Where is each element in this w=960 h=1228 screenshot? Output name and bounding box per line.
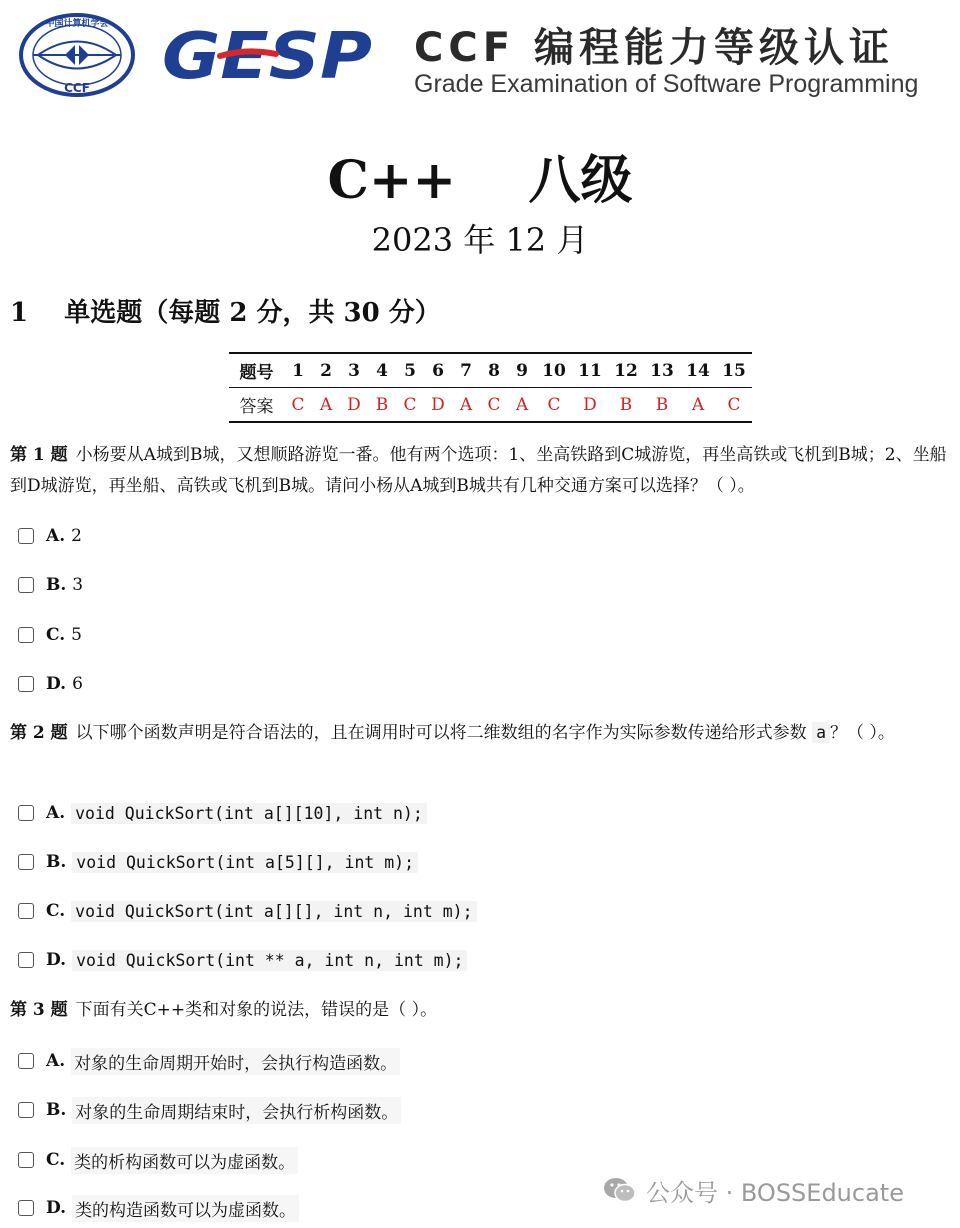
- table-cell-answer: C: [284, 388, 312, 423]
- table-cell-number: 2: [312, 353, 340, 388]
- option-text: 6: [72, 674, 83, 694]
- checkbox[interactable]: [18, 805, 34, 821]
- question-number: 第 2 题: [10, 723, 68, 743]
- table-cell-number: 13: [644, 353, 680, 388]
- option-code: void QuickSort(int a[][10], int n);: [71, 803, 427, 824]
- question-text: 小杨要从A城到B城，又想顺路游览一番。他有两个选项：1、坐高铁路到C城游览，再坐高铁或飞机到B城；2、坐船到D城游览，再坐船、高铁或飞机到B城。请问小杨从A城到B城共有几种交通方案可以选择？（ ）。: [10, 445, 947, 496]
- table-cell-number: 10: [536, 353, 572, 388]
- option-text: 5: [71, 625, 82, 645]
- checkbox[interactable]: [18, 577, 34, 593]
- svg-text:CCF: CCF: [64, 81, 90, 95]
- option-2d[interactable]: [18, 948, 467, 972]
- table-cell-number: 5: [396, 353, 424, 388]
- page-header: [0, 0, 960, 110]
- question-text: 以下哪个函数声明是符合语法的，且在调用时可以将二维数组的名字作为实际参数传递给形式参数: [75, 723, 807, 743]
- section-title: 1 单选题（每题 2 分，共 30 分）: [10, 298, 441, 328]
- option-text: 2: [71, 526, 82, 546]
- checkbox[interactable]: [18, 676, 34, 692]
- table-cell-answer: C: [396, 388, 424, 423]
- table-cell-answer: D: [572, 388, 608, 423]
- question-number: 第 1 题: [10, 445, 68, 465]
- option-1c[interactable]: [18, 623, 82, 647]
- answer-table-answer-row: [229, 388, 752, 423]
- checkbox[interactable]: [18, 952, 34, 968]
- option-code: void QuickSort(int a[5][], int m);: [72, 852, 418, 873]
- table-cell-answer: B: [608, 388, 644, 423]
- gesp-logo: [158, 22, 376, 86]
- option-2b[interactable]: [18, 850, 418, 874]
- table-cell-number: 7: [452, 353, 480, 388]
- table-cell-answer: B: [368, 388, 396, 423]
- inline-code: a: [812, 722, 830, 743]
- checkbox[interactable]: [18, 903, 34, 919]
- table-header-label: 题号: [229, 353, 284, 388]
- option-letter: D.: [46, 674, 67, 694]
- document-title: C++ 八级: [327, 150, 633, 211]
- option-letter: C.: [46, 625, 66, 645]
- checkbox[interactable]: [18, 1053, 34, 1069]
- question-2: [10, 717, 955, 749]
- document-date: 2023 年 12 月: [371, 221, 589, 259]
- table-cell-number: 14: [680, 353, 716, 388]
- checkbox[interactable]: [18, 1200, 34, 1216]
- table-cell-number: 11: [572, 353, 608, 388]
- option-letter: A.: [46, 1051, 66, 1071]
- option-3a[interactable]: [18, 1049, 400, 1073]
- option-3d[interactable]: [18, 1196, 299, 1220]
- table-cell-number: 8: [480, 353, 508, 388]
- option-3c[interactable]: [18, 1148, 298, 1172]
- table-cell-answer: D: [340, 388, 368, 423]
- option-letter: D.: [46, 1198, 67, 1218]
- checkbox[interactable]: [18, 1102, 34, 1118]
- answer-table-number-row: [229, 353, 752, 388]
- svg-text:中国计算机学会: 中国计算机学会: [45, 19, 109, 29]
- table-cell-number: 12: [608, 353, 644, 388]
- question-3: [10, 995, 955, 1026]
- option-2a[interactable]: [18, 801, 427, 825]
- answer-table: [229, 352, 752, 423]
- table-cell-answer: D: [424, 388, 452, 423]
- option-code: void QuickSort(int a[][], int n, int m);: [71, 901, 476, 922]
- table-cell-answer: A: [680, 388, 716, 423]
- option-text: 对象的生命周期开始时，会执行构造函数。: [71, 1048, 400, 1075]
- table-cell-number: 15: [716, 353, 752, 388]
- option-letter: D.: [46, 950, 67, 970]
- checkbox[interactable]: [18, 627, 34, 643]
- option-1b[interactable]: [18, 573, 83, 597]
- table-cell-number: 3: [340, 353, 368, 388]
- option-letter: C.: [46, 901, 66, 921]
- question-1: [10, 440, 955, 502]
- option-letter: B.: [46, 852, 67, 872]
- table-cell-answer: C: [536, 388, 572, 423]
- option-1d[interactable]: [18, 672, 83, 696]
- option-3b[interactable]: [18, 1098, 401, 1122]
- brand-title-cn: CCF 编程能力等级认证: [414, 25, 894, 71]
- option-text: 类的析构函数可以为虚函数。: [71, 1147, 298, 1174]
- ccf-logo: [18, 12, 136, 98]
- option-2c[interactable]: [18, 899, 477, 923]
- option-letter: B.: [46, 1100, 67, 1120]
- table-cell-answer: A: [452, 388, 480, 423]
- checkbox[interactable]: [18, 528, 34, 544]
- table-cell-answer: A: [312, 388, 340, 423]
- watermark-text: 公众号 · BOSSEducate: [646, 1178, 904, 1207]
- table-cell-number: 4: [368, 353, 396, 388]
- option-letter: B.: [46, 575, 67, 595]
- option-code: void QuickSort(int ** a, int n, int m);: [72, 950, 467, 971]
- wechat-icon: [602, 1176, 638, 1204]
- table-cell-answer: C: [480, 388, 508, 423]
- option-letter: A.: [46, 526, 66, 546]
- option-text: 3: [72, 575, 84, 595]
- question-text-end: ？（ ）。: [830, 723, 895, 743]
- option-letter: A.: [46, 803, 66, 823]
- option-text: 对象的生命周期结束时，会执行析构函数。: [72, 1097, 401, 1124]
- table-cell-answer: B: [644, 388, 680, 423]
- table-cell-number: 1: [284, 353, 312, 388]
- option-text: 类的构造函数可以为虚函数。: [72, 1195, 299, 1222]
- watermark: [602, 1174, 904, 1206]
- table-cell-number: 6: [424, 353, 452, 388]
- question-number: 第 3 题: [10, 1000, 68, 1020]
- checkbox[interactable]: [18, 854, 34, 870]
- svg-text:GESP: GESP: [162, 22, 373, 86]
- table-cell-answer: C: [716, 388, 752, 423]
- table-row-label: 答案: [229, 388, 284, 423]
- option-letter: C.: [46, 1150, 66, 1170]
- table-cell-number: 9: [508, 353, 536, 388]
- option-1a[interactable]: [18, 524, 82, 548]
- question-text: 下面有关C++类和对象的说法，错误的是（ ）。: [75, 1000, 438, 1020]
- checkbox[interactable]: [18, 1152, 34, 1168]
- brand-title-en: Grade Examination of Software Programming: [414, 70, 919, 98]
- table-cell-answer: A: [508, 388, 536, 423]
